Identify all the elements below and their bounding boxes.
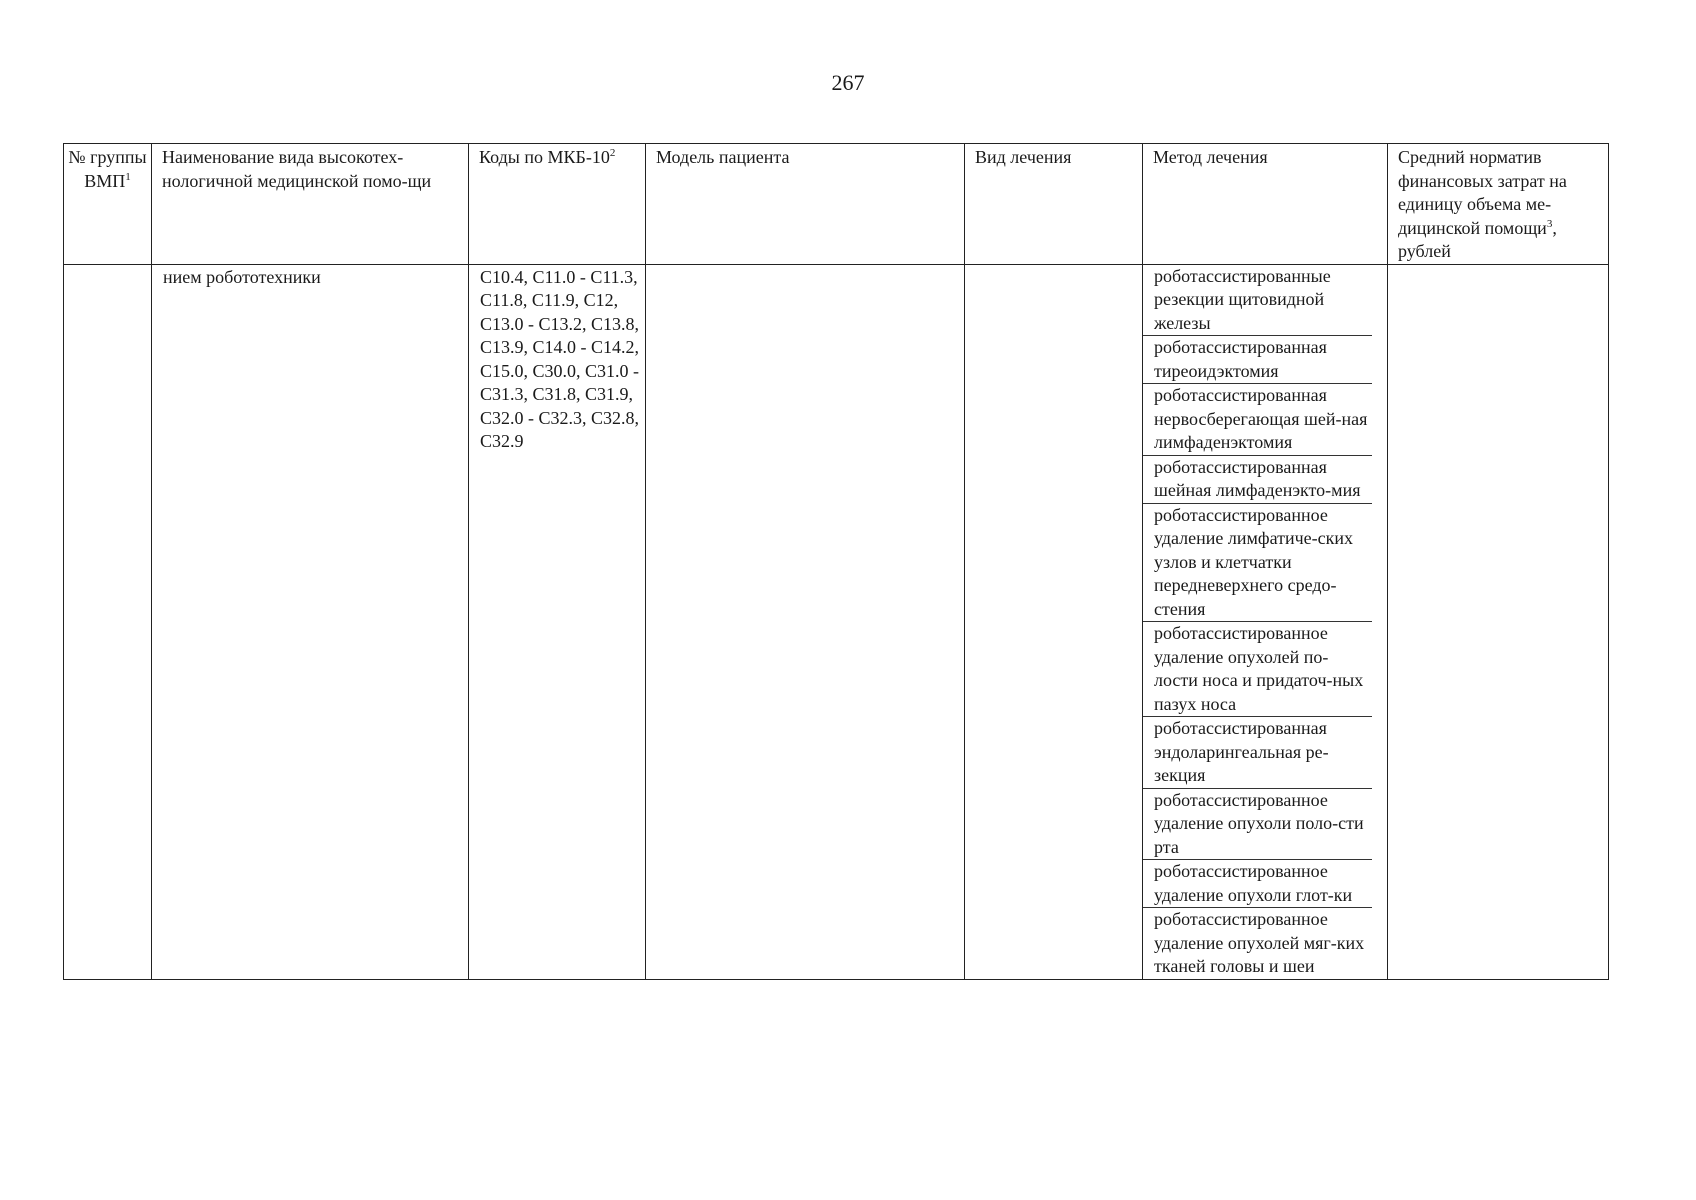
method-item: роботассистированные резекции щитовидной железы bbox=[1143, 265, 1372, 337]
cell-icd-codes: C10.4, C11.0 - C11.3, C11.8, C11.9, C12, C13.0 - C13.2, C13.8, C13.9, C14.0 - C14.2, C15.0, C30.0, C31.0 - C31.3, C31.8, C31.9, C32.0 - C32.3, C32.8, C32.9 bbox=[469, 264, 646, 979]
cell-average-cost bbox=[1388, 264, 1609, 979]
cell-treatment-methods bbox=[1143, 264, 1388, 979]
cell-group-number bbox=[64, 264, 152, 979]
method-list bbox=[1143, 265, 1387, 979]
method-item: роботассистированная тиреоидэктомия bbox=[1143, 336, 1372, 384]
method-item: роботассистированное удаление опухоли глот-ки bbox=[1143, 860, 1372, 908]
header-group-number: № группы ВМП$^1$ bbox=[64, 144, 152, 265]
cell-patient-model bbox=[646, 264, 965, 979]
header-treatment-type: Вид лечения bbox=[965, 144, 1143, 265]
table-row bbox=[64, 264, 1609, 979]
header-treatment-method: Метод лечения bbox=[1143, 144, 1388, 265]
method-item: роботассистированное удаление лимфатиче-ских узлов и клетчатки передневерхнего средо-стения bbox=[1143, 504, 1372, 623]
method-item: роботассистированная нервосберегающая шей-ная лимфаденэктомия bbox=[1143, 384, 1372, 456]
method-item: роботассистированное удаление опухолей по-лости носа и придаточ-ных пазух носа bbox=[1143, 622, 1372, 717]
table-header-row bbox=[64, 144, 1609, 265]
method-item: роботассистированная эндоларингеальная ре-зекция bbox=[1143, 717, 1372, 789]
header-average-cost: Средний норматив финансовых затрат на единицу объема ме-дицинской помощи$^3$, рублей bbox=[1388, 144, 1609, 265]
page-number: 267 bbox=[831, 70, 865, 95]
cell-care-type-name: нием робототехники bbox=[152, 264, 469, 979]
method-item: роботассистированная шейная лимфаденэкто-мия bbox=[1143, 456, 1372, 504]
method-item: роботассистированное удаление опухолей мяг-ких тканей головы и шеи bbox=[1154, 909, 1365, 976]
header-icd-codes: Коды по МКБ-$10^2$ bbox=[469, 144, 646, 265]
method-item: роботассистированное удаление опухоли поло-сти рта bbox=[1143, 789, 1372, 861]
header-patient-model: Модель пациента bbox=[646, 144, 965, 265]
treatment-table bbox=[63, 143, 1609, 980]
cell-treatment-type bbox=[965, 264, 1143, 979]
header-care-type-name: Наименование вида высокотех-нологичной медицинской помо-щи bbox=[152, 144, 469, 265]
